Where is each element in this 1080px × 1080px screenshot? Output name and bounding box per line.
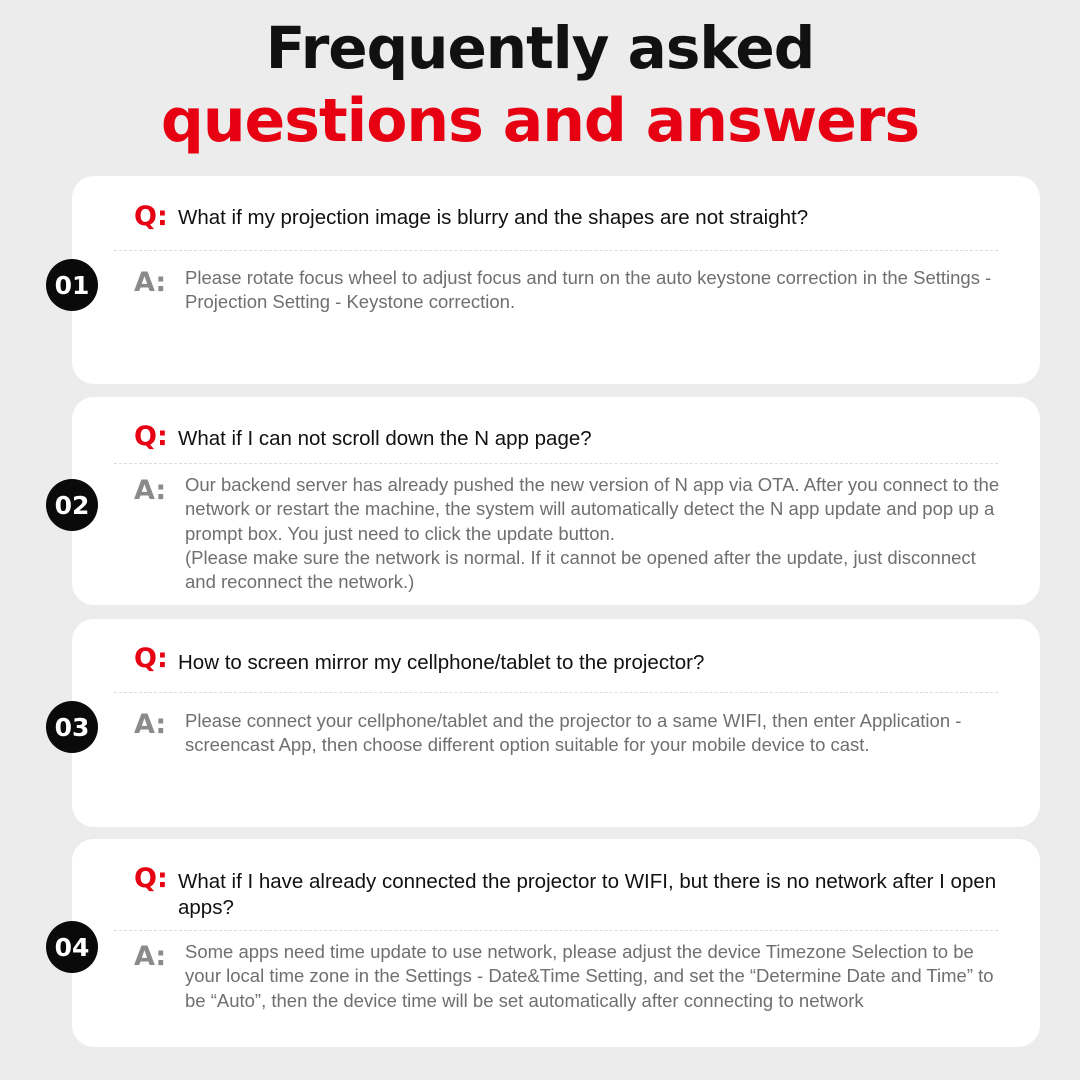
faq-number-badge: 04 — [46, 921, 98, 973]
question-marker: Q: — [134, 643, 168, 674]
faq-card-02 — [54, 397, 1040, 605]
answer-text — [185, 266, 1005, 315]
question-marker: Q: — [134, 863, 168, 894]
divider — [114, 930, 998, 931]
answer-text — [185, 709, 1005, 758]
answer-paragraph: Please rotate focus wheel to adjust focus and turn on the auto keystone correction in the Settings - Projection Setting - Keystone correction. — [185, 267, 992, 313]
answer-marker: A: — [134, 709, 167, 740]
answer-text — [185, 473, 1005, 594]
question-text: What if I have already connected the projector to WIFI, but there is no network after I open apps? — [178, 870, 997, 919]
answer-paragraph: Our backend server has already pushed the new version of N app via OTA. After you connect to the network or restart the machine, the system will automatically detect the N app update and pop up a prompt box. You just need to click the update button. — [185, 474, 1000, 544]
question-marker: Q: — [134, 421, 168, 452]
faq-number-badge: 03 — [46, 701, 98, 753]
answer-marker: A: — [134, 941, 167, 972]
faq-card-01 — [54, 176, 1040, 384]
divider — [114, 463, 998, 464]
question-text: How to screen mirror my cellphone/tablet to the projector? — [178, 651, 705, 674]
faq-card-04 — [54, 839, 1040, 1047]
faq-number-badge: 02 — [46, 479, 98, 531]
page-title: Frequently asked — [265, 14, 815, 82]
divider — [114, 692, 998, 693]
faq-card-03 — [54, 619, 1040, 827]
question-text: What if I can not scroll down the N app page? — [178, 427, 592, 450]
answer-text — [185, 940, 1005, 1013]
answer-paragraph: Please connect your cellphone/tablet and the projector to a same WIFI, then enter Application - screencast App, then choose different option suitable for your mobile device to cast. — [185, 710, 962, 756]
page-subtitle: questions and answers — [160, 86, 920, 156]
faq-number-badge: 01 — [46, 259, 98, 311]
question-marker: Q: — [134, 201, 168, 232]
question-text: What if my projection image is blurry and the shapes are not straight? — [178, 206, 809, 229]
answer-marker: A: — [134, 267, 167, 298]
answer-paragraph: Some apps need time update to use network, please adjust the device Timezone Selection to be your local time zone in the Settings - Date&Time Setting, and set the “Determine Date and Time” to be “Auto”, then the device time will be set automatically after connecting to network — [185, 941, 994, 1011]
answer-note: (Please make sure the network is normal. If it cannot be opened after the update, just disconnect and reconnect the network.) — [185, 546, 976, 593]
answer-marker: A: — [134, 475, 167, 506]
divider — [114, 250, 998, 251]
